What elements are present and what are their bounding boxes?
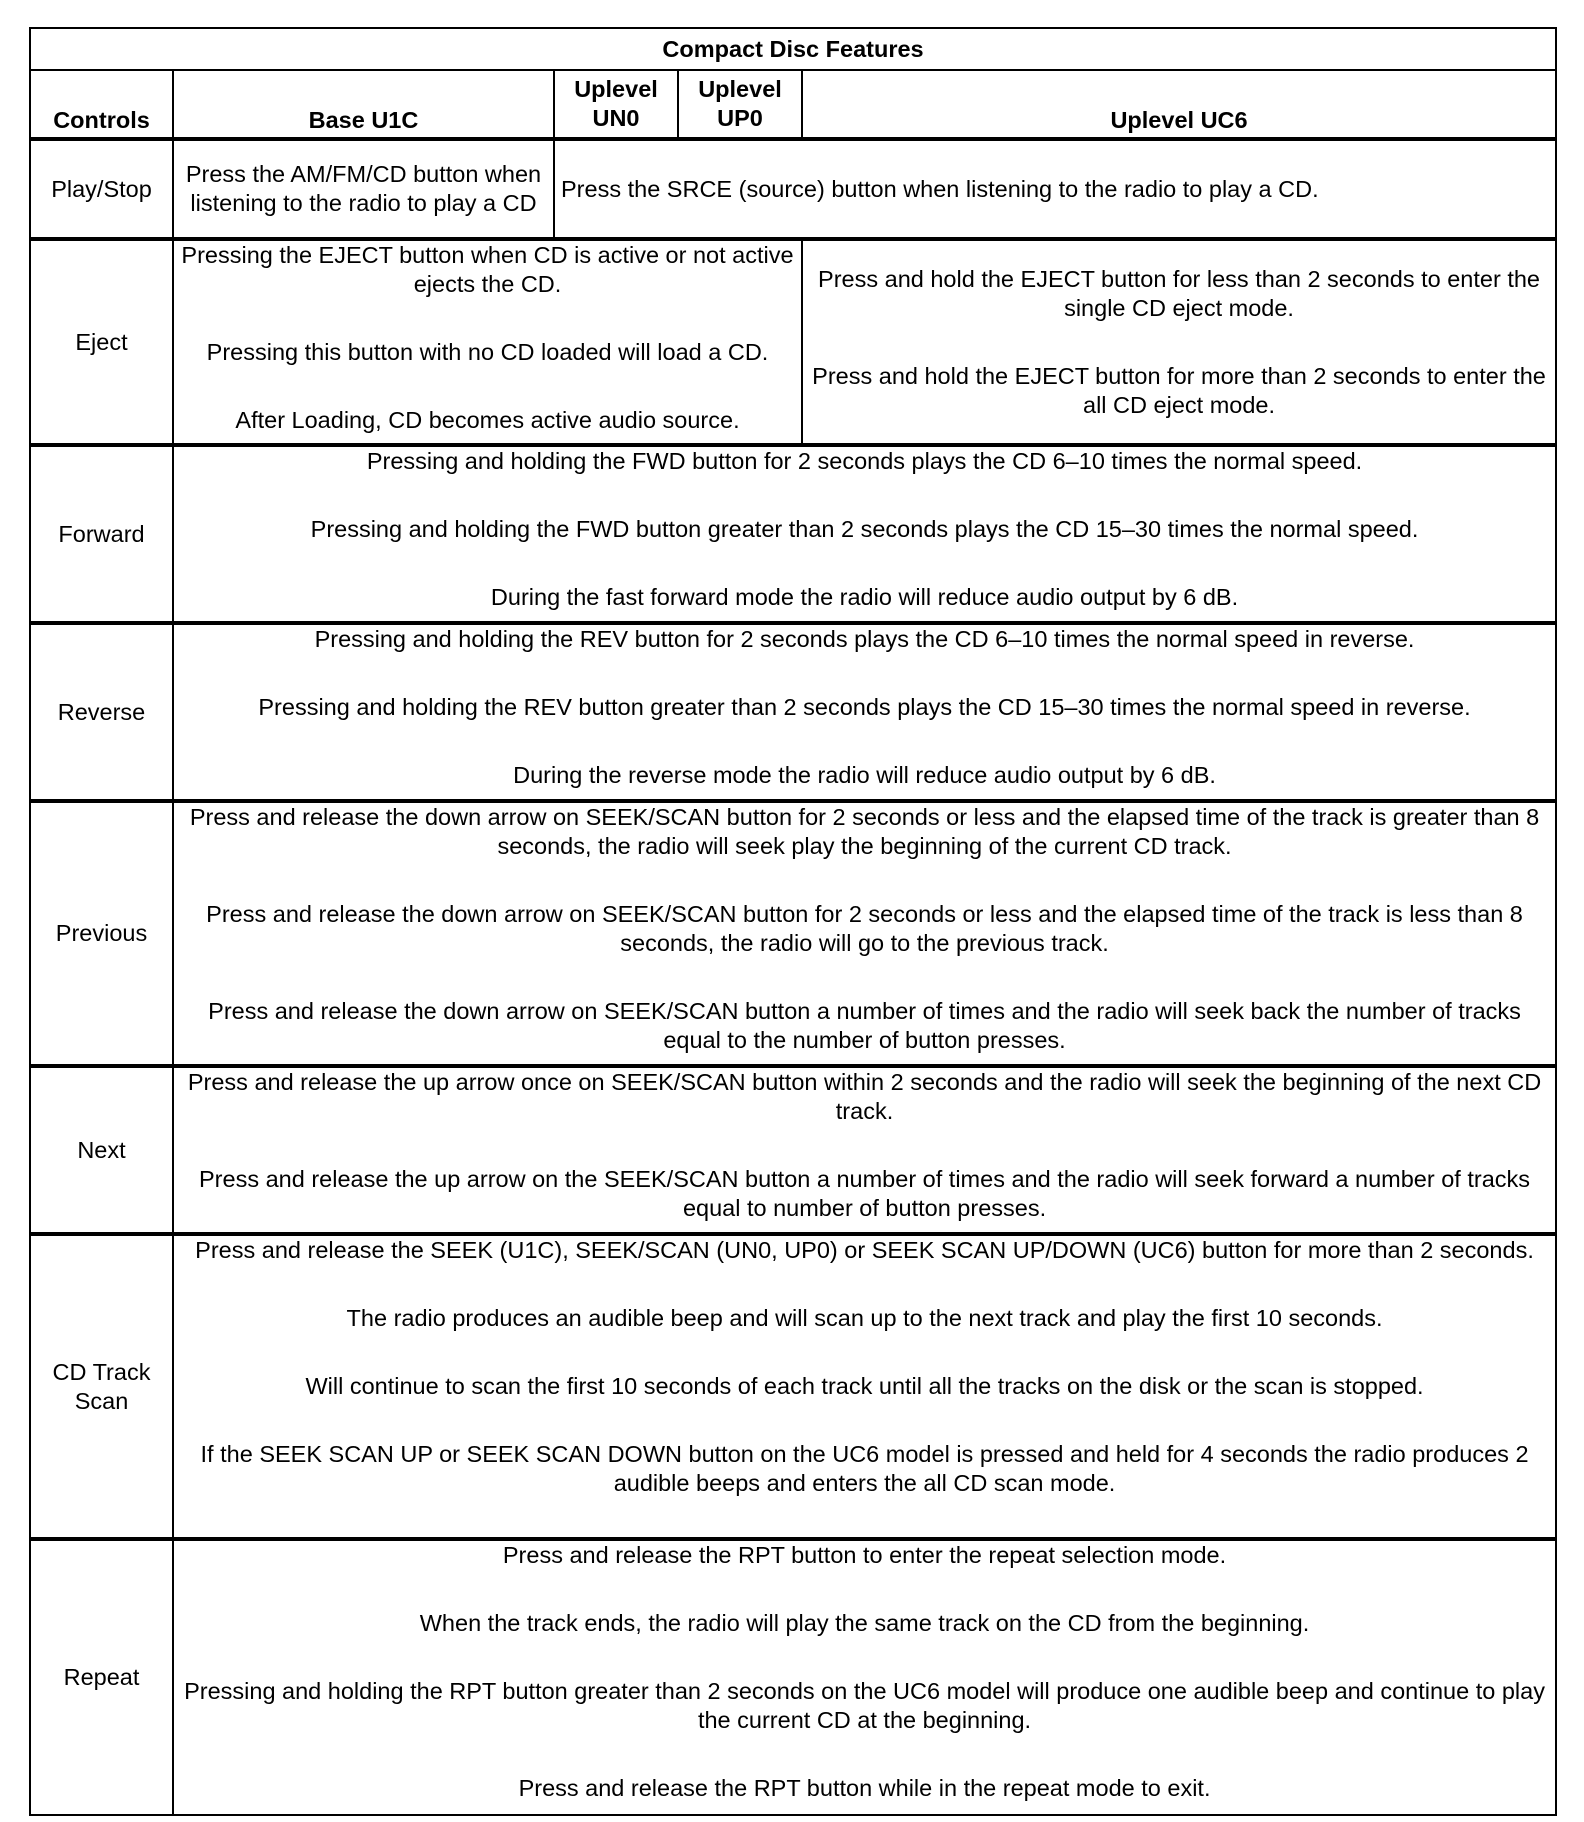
reverse-p3: During the reverse mode the radio will reduce audio output by 6 dB. [513,762,1216,788]
header-base-u1c: Base U1C [173,70,554,139]
repeat-p4: Press and release the RPT button while in the repeat mode to exit. [518,1775,1211,1801]
header-up0-line2: UP0 [717,105,763,131]
eject-uc6-p2: Press and hold the EJECT button for more than 2 seconds to enter the all CD eject mode. [812,362,1546,418]
forward-description [173,445,1556,623]
next-description [173,1066,1556,1234]
repeat-p2: When the track ends, the radio will play the same track on the CD from the beginning. [419,1610,1310,1636]
table-row [30,239,1556,445]
reverse-description [173,623,1556,801]
control-play-stop: Play/Stop [30,139,173,239]
eject-base-p1: Pressing the EJECT button when CD is active or not active ejects the CD. [181,242,794,297]
header-up0-line1: Uplevel [698,76,782,102]
control-repeat: Repeat [30,1539,173,1815]
table-row [30,801,1556,1066]
control-forward: Forward [30,445,173,623]
repeat-description [173,1539,1556,1815]
header-controls: Controls [30,70,173,139]
compact-disc-features-table [29,27,1557,1816]
next-p1: Press and release the up arrow once on SEEK/SCAN button within 2 seconds and the radio will seek the beginning of the next CD track. [187,1069,1542,1124]
next-p2: Press and release the up arrow on the SEEK/SCAN button a number of times and the radio will seek forward a number of tracks equal to number of button presses. [199,1166,1531,1221]
forward-p3: During the fast forward mode the radio will reduce audio output by 6 dB. [490,584,1239,610]
eject-uc6 [802,239,1556,445]
control-next: Next [30,1066,173,1234]
scan-p2: The radio produces an audible beep and will scan up to the next track and play the first 10 seconds. [346,1305,1383,1331]
table-row [30,1066,1556,1234]
repeat-p1: Press and release the RPT button to enter the repeat selection mode. [502,1542,1227,1568]
scan-p4: If the SEEK SCAN UP or SEEK SCAN DOWN button on the UC6 model is pressed and held for 4 seconds the radio produces 2 audible beeps and enters the all CD scan mode. [200,1441,1529,1496]
previous-description [173,801,1556,1066]
eject-uc6-p1: Press and hold the EJECT button for less than 2 seconds to enter the single CD eject mode. [818,265,1541,321]
control-cd-track-scan: CD Track Scan [30,1234,173,1539]
play-stop-base: Press the AM/FM/CD button when listening to the radio to play a CD [173,139,554,239]
table-row [30,139,1556,239]
eject-base-p3: After Loading, CD becomes active audio source. [235,407,740,433]
forward-p2: Pressing and holding the FWD button greater than 2 seconds plays the CD 15–30 times the normal speed. [310,516,1419,542]
header-uplevel-uc6: Uplevel UC6 [802,70,1556,139]
repeat-p3: Pressing and holding the RPT button greater than 2 seconds on the UC6 model will produce one audible beep and continue to play the current CD at the beginning. [184,1678,1545,1733]
control-eject: Eject [30,239,173,445]
header-un0-line2: UN0 [592,105,640,131]
eject-base-uplevel [173,239,802,445]
header-uplevel-up0 [678,70,802,139]
previous-p2: Press and release the down arrow on SEEK/SCAN button for 2 seconds or less and the elapsed time of the track is less than 8 seconds, the radio will go to the previous track. [206,901,1523,956]
previous-p3: Press and release the down arrow on SEEK/SCAN button a number of times and the radio will seek back the number of tracks equal to the number of button presses. [208,998,1521,1053]
control-reverse: Reverse [30,623,173,801]
play-stop-uplevel: Press the SRCE (source) button when listening to the radio to play a CD. [554,139,1556,239]
table-title: Compact Disc Features [30,28,1556,70]
control-previous: Previous [30,801,173,1066]
cd-track-scan-description [173,1234,1556,1539]
table-row [30,1539,1556,1815]
previous-p1: Press and release the down arrow on SEEK/SCAN button for 2 seconds or less and the elapsed time of the track is greater than 8 seconds, the radio will seek play the beginning of the current CD track. [189,804,1540,859]
table-row [30,1234,1556,1539]
scan-p3: Will continue to scan the first 10 seconds of each track until all the tracks on the disk or the scan is stopped. [305,1373,1424,1399]
table-row [30,623,1556,801]
eject-base-p2: Pressing this button with no CD loaded will load a CD. [206,339,769,365]
table-row [30,445,1556,623]
reverse-p2: Pressing and holding the REV button greater than 2 seconds plays the CD 15–30 times the normal speed in reverse. [258,694,1471,720]
header-uplevel-un0 [554,70,678,139]
reverse-p1: Pressing and holding the REV button for 2 seconds plays the CD 6–10 times the normal speed in reverse. [314,626,1415,652]
header-un0-line1: Uplevel [574,76,658,102]
scan-p1: Press and release the SEEK (U1C), SEEK/SCAN (UN0, UP0) or SEEK SCAN UP/DOWN (UC6) button for more than 2 seconds. [195,1237,1534,1263]
forward-p1: Pressing and holding the FWD button for 2 seconds plays the CD 6–10 times the normal speed. [366,448,1363,474]
